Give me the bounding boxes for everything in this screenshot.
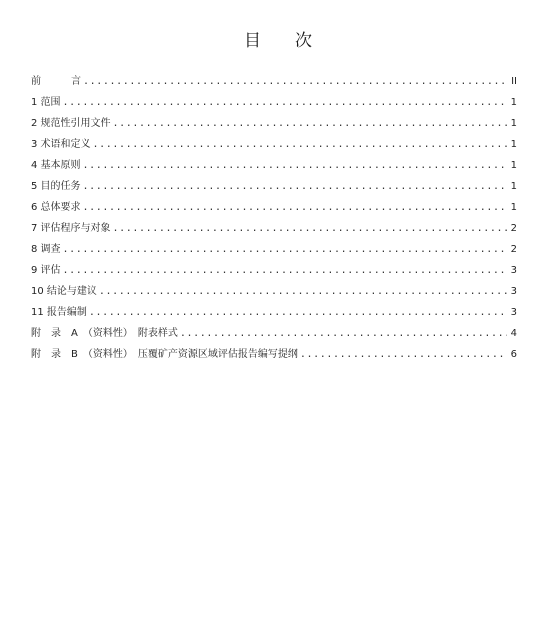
toc-entry-assessment[interactable] <box>31 260 517 281</box>
dot-leader <box>63 239 507 260</box>
dot-leader <box>113 113 507 134</box>
toc-entry-page: 6 <box>510 349 517 360</box>
dot-leader <box>89 302 507 323</box>
dot-leader <box>83 176 507 197</box>
toc-entry-label: 9 评估 <box>31 265 61 276</box>
toc-entry-label: 1 范围 <box>31 97 61 108</box>
toc-entry-investigation[interactable] <box>31 239 517 260</box>
dot-leader <box>113 218 507 239</box>
toc-entry-label: 3 术语和定义 <box>31 139 91 150</box>
toc-entry-label: 附 录 B （资料性） 压覆矿产资源区域评估报告编写提纲 <box>31 349 298 360</box>
toc-entry-report[interactable] <box>31 302 517 323</box>
toc-entry-normative-references[interactable] <box>31 113 517 134</box>
toc-entry-label: 11 报告编制 <box>31 307 87 318</box>
table-of-contents <box>31 71 517 365</box>
toc-entry-page: 2 <box>510 223 517 234</box>
toc-entry-appendix-a[interactable] <box>31 323 517 344</box>
dot-leader <box>99 281 507 302</box>
toc-entry-scope[interactable] <box>31 92 517 113</box>
toc-entry-label: 6 总体要求 <box>31 202 81 213</box>
dot-leader <box>83 197 507 218</box>
toc-entry-foreword[interactable] <box>31 71 517 92</box>
title-char: 目 <box>244 31 261 51</box>
toc-entry-page: 2 <box>510 244 517 255</box>
toc-entry-page: 1 <box>510 118 517 129</box>
toc-entry-terms[interactable] <box>31 134 517 155</box>
toc-entry-page: 4 <box>510 328 517 339</box>
toc-entry-page: 1 <box>510 160 517 171</box>
toc-entry-page: 1 <box>510 139 517 150</box>
dot-leader <box>83 71 507 92</box>
toc-entry-label: 8 调查 <box>31 244 61 255</box>
toc-entry-label: 2 规范性引用文件 <box>31 118 111 129</box>
toc-entry-label: 7 评估程序与对象 <box>31 223 111 234</box>
dot-leader <box>63 260 507 281</box>
dot-leader <box>83 155 507 176</box>
toc-entry-label: 前 言 <box>31 76 81 87</box>
page-title <box>0 26 556 51</box>
dot-leader <box>300 344 507 365</box>
dot-leader <box>93 134 507 155</box>
toc-entry-procedure[interactable] <box>31 218 517 239</box>
toc-entry-objectives[interactable] <box>31 176 517 197</box>
toc-entry-principles[interactable] <box>31 155 517 176</box>
dot-leader <box>180 323 507 344</box>
toc-entry-general-requirements[interactable] <box>31 197 517 218</box>
toc-entry-label: 附 录 A （资料性） 附表样式 <box>31 328 178 339</box>
toc-entry-appendix-b[interactable] <box>31 344 517 365</box>
toc-entry-label: 10 结论与建议 <box>31 286 97 297</box>
dot-leader <box>63 92 507 113</box>
title-char: 次 <box>295 31 312 51</box>
toc-entry-label: 5 目的任务 <box>31 181 81 192</box>
toc-entry-page: 1 <box>510 97 517 108</box>
toc-entry-page: II <box>511 76 517 87</box>
toc-entry-page: 1 <box>510 202 517 213</box>
toc-entry-page: 3 <box>510 307 517 318</box>
toc-entry-page: 3 <box>510 286 517 297</box>
toc-entry-page: 3 <box>510 265 517 276</box>
toc-entry-conclusions[interactable] <box>31 281 517 302</box>
toc-entry-page: 1 <box>510 181 517 192</box>
toc-entry-label: 4 基本原则 <box>31 160 81 171</box>
